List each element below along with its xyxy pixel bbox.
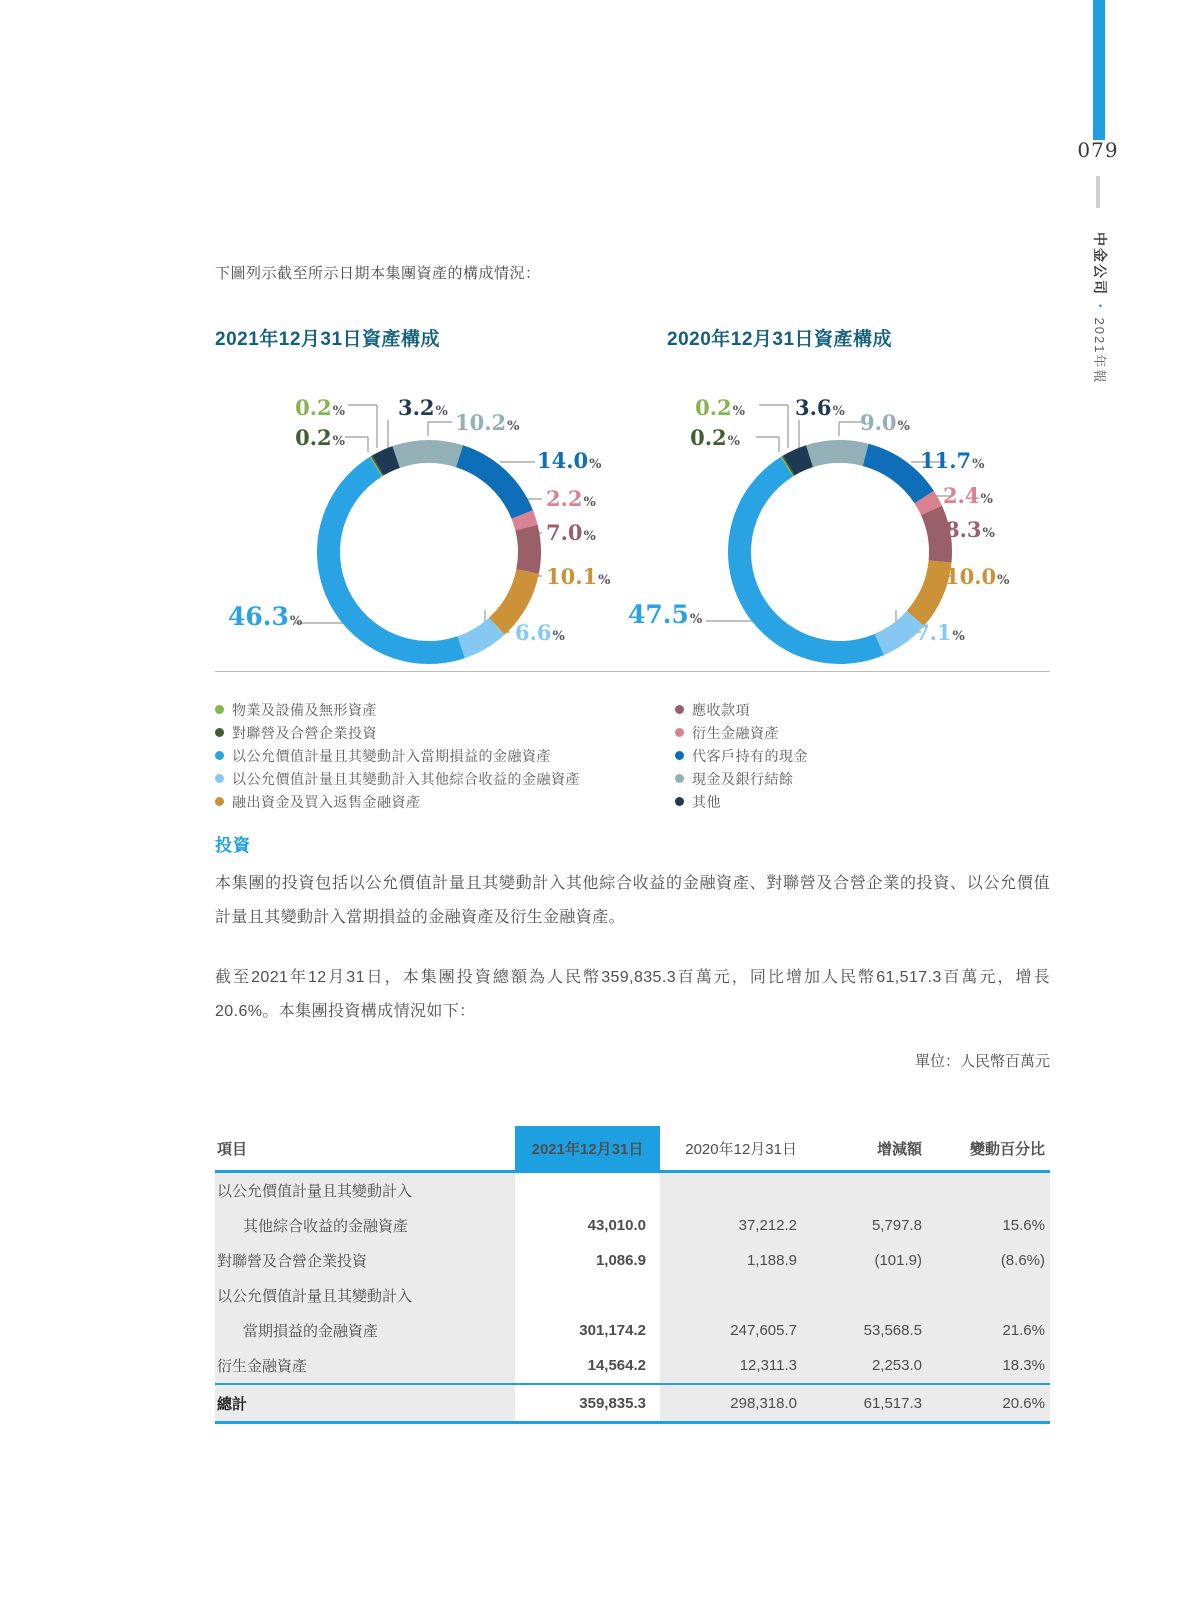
cell-percent: 21.6% — [1002, 1322, 1045, 1339]
table-body — [215, 1173, 1050, 1383]
header-change: 增減額 — [876, 1140, 922, 1158]
cell-item: 其他綜合收益的金融資產 — [243, 1218, 409, 1235]
donut-label: 0.2% — [695, 395, 745, 420]
legend-dot — [675, 774, 684, 783]
legend-item — [215, 744, 665, 767]
donut-label: 46.3% — [228, 602, 303, 631]
donut-label: 8.3% — [945, 517, 995, 542]
donut-label: 7.0% — [546, 520, 596, 545]
legend-item — [215, 698, 665, 721]
legend-dot — [675, 751, 684, 760]
table-row — [215, 1278, 1050, 1313]
donut-chart-2021 — [315, 438, 543, 666]
legend-dot — [675, 705, 684, 714]
donut-label: 2.2% — [546, 486, 596, 511]
cell-2020: 12,311.3 — [739, 1357, 797, 1374]
investment-table — [215, 1126, 1050, 1424]
donut-segment — [728, 457, 884, 664]
donut-label: 7.1% — [915, 620, 965, 645]
paragraph-investment-scope: 本集團的投資包括以公允價值計量且其變動計入其他綜合收益的金融資產、對聯營及合營企業的投資、以公允價值計量且其變動計入當期損益的金融資產及衍生金融資產。 — [215, 875, 1050, 926]
legend-dot — [675, 797, 684, 806]
cell-percent: 20.6% — [1002, 1394, 1045, 1412]
page-content — [215, 0, 1050, 1615]
legend-label: 以公允價值計量且其變動計入其他綜合收益的金融資產 — [232, 770, 580, 787]
legend-label: 應收款項 — [692, 701, 750, 718]
cell-2021: 43,010.0 — [515, 1208, 660, 1243]
cell-item: 對聯營及合營企業投資 — [217, 1253, 368, 1270]
cell-2021: 301,174.2 — [515, 1313, 660, 1348]
header-2021: 2021年12月31日 — [515, 1126, 660, 1170]
section-heading-investment: 投資 — [215, 836, 251, 855]
donut-label: 10.0% — [945, 564, 1010, 589]
donut-label: 3.6% — [795, 395, 845, 420]
report-year: 2021年報 — [1092, 317, 1107, 385]
company-name: 中金公司 — [1092, 232, 1108, 296]
legend-divider — [215, 671, 1050, 672]
donut-label: 0.2% — [690, 425, 740, 450]
donut-label: 9.0% — [860, 410, 910, 435]
header-percent: 變動百分比 — [969, 1140, 1045, 1158]
paragraph-investment-total: 截至2021年12月31日，本集團投資總額為人民幣359,835.3百萬元，同比增加人民幣61,517.3百萬元，增長20.6%。本集團投資構成情況如下： — [215, 969, 1050, 1020]
legend-item — [675, 767, 1050, 790]
legend-label: 物業及設備及無形資產 — [232, 701, 377, 718]
legend-item — [215, 721, 665, 744]
donut-label: 0.2% — [295, 425, 345, 450]
header-2020: 2020年12月31日 — [685, 1140, 797, 1158]
cell-2020: 298,318.0 — [730, 1394, 797, 1412]
cell-item: 當期損益的金融資產 — [243, 1323, 379, 1340]
cell-2020: 37,212.2 — [738, 1217, 797, 1234]
cell-item: 衍生金融資產 — [217, 1358, 308, 1375]
legend-item — [215, 790, 665, 813]
asset-composition-charts — [215, 380, 1050, 672]
legend-label: 其他 — [692, 793, 721, 810]
cell-2020 — [660, 1278, 805, 1313]
chart-title-2020: 2020年12月31日資產構成 — [667, 329, 893, 350]
donut-segment — [392, 440, 463, 468]
cell-2020: 247,605.7 — [730, 1322, 797, 1339]
cell-percent — [930, 1173, 1050, 1208]
cell-2021: 14,564.2 — [515, 1348, 660, 1383]
legend-dot — [215, 774, 224, 783]
cell-percent: 15.6% — [1002, 1217, 1045, 1234]
cell-item: 以公允價值計量且其變動計入 — [217, 1183, 413, 1200]
legend-dot — [215, 797, 224, 806]
donut-segment — [456, 445, 533, 518]
chart-title-2021: 2021年12月31日資產構成 — [215, 329, 441, 350]
cell-percent: 18.3% — [1002, 1357, 1045, 1374]
cell-change: 61,517.3 — [863, 1394, 922, 1412]
cell-2021: 1,086.9 — [515, 1243, 660, 1278]
legend-dot — [215, 728, 224, 737]
cell-change: 53,568.5 — [863, 1322, 922, 1339]
legend-label: 以公允價值計量且其變動計入當期損益的金融資產 — [232, 747, 551, 764]
donut-segment — [515, 525, 541, 574]
legend-item — [675, 721, 1050, 744]
cell-item: 以公允價值計量且其變動計入 — [217, 1288, 413, 1305]
legend-label: 對聯營及合營企業投資 — [232, 724, 377, 741]
intro-text: 下圖列示截至所示日期本集團資產的構成情況： — [215, 265, 541, 282]
cell-2020 — [660, 1173, 805, 1208]
legend-item — [675, 698, 1050, 721]
legend-label: 衍生金融資產 — [692, 724, 779, 741]
donut-segment — [317, 457, 465, 664]
cell-change: (101.9) — [874, 1252, 922, 1269]
table-row — [215, 1313, 1050, 1348]
legend-dot — [215, 705, 224, 714]
legend-column-left — [215, 698, 665, 813]
cell-percent — [930, 1278, 1050, 1313]
legend-dot — [215, 751, 224, 760]
header-item: 項目 — [217, 1140, 248, 1158]
cell-change — [805, 1173, 930, 1208]
cell-2021: 359,835.3 — [515, 1385, 660, 1421]
legend-item — [215, 767, 665, 790]
legend-label: 代客戶持有的現金 — [692, 747, 808, 764]
cell-2021 — [515, 1278, 660, 1313]
cell-2021 — [515, 1173, 660, 1208]
separator-dot: • — [1094, 304, 1105, 310]
table-row — [215, 1348, 1050, 1383]
donut-label: 6.6% — [515, 620, 565, 645]
donut-label: 14.0% — [537, 448, 602, 473]
cell-total-label: 總計 — [217, 1395, 248, 1413]
donut-segment — [806, 440, 868, 467]
cell-change — [805, 1278, 930, 1313]
legend-column-right — [675, 698, 1050, 813]
table-total-row — [215, 1385, 1050, 1421]
donut-label: 3.2% — [398, 395, 448, 420]
table-bottom-rule — [215, 1421, 1050, 1424]
table-row — [215, 1243, 1050, 1278]
cell-change: 5,797.8 — [871, 1217, 922, 1234]
donut-label: 47.5% — [628, 600, 703, 629]
legend-label: 融出資金及買入返售金融資產 — [232, 793, 421, 810]
table-row — [215, 1173, 1050, 1208]
page-number: 079 — [1077, 138, 1119, 162]
donut-label: 10.2% — [455, 410, 520, 435]
cell-percent: (8.6%) — [1000, 1252, 1045, 1269]
legend-dot — [675, 728, 684, 737]
donut-label: 11.7% — [920, 448, 985, 473]
page-edge-bar — [1093, 0, 1105, 140]
legend-label: 現金及銀行結餘 — [692, 770, 794, 787]
legend-item — [675, 744, 1050, 767]
cell-change: 2,253.0 — [871, 1357, 922, 1374]
cell-2020: 1,188.9 — [746, 1252, 797, 1269]
unit-note: 單位：人民幣百萬元 — [914, 1053, 1050, 1070]
donut-label: 10.1% — [546, 564, 611, 589]
table-row — [215, 1208, 1050, 1243]
legend-item — [675, 790, 1050, 813]
vertical-running-title — [1090, 232, 1110, 384]
page-number-tick — [1096, 176, 1100, 208]
donut-label: 2.4% — [943, 483, 993, 508]
donut-label: 0.2% — [295, 395, 345, 420]
table-header-row — [215, 1126, 1050, 1170]
